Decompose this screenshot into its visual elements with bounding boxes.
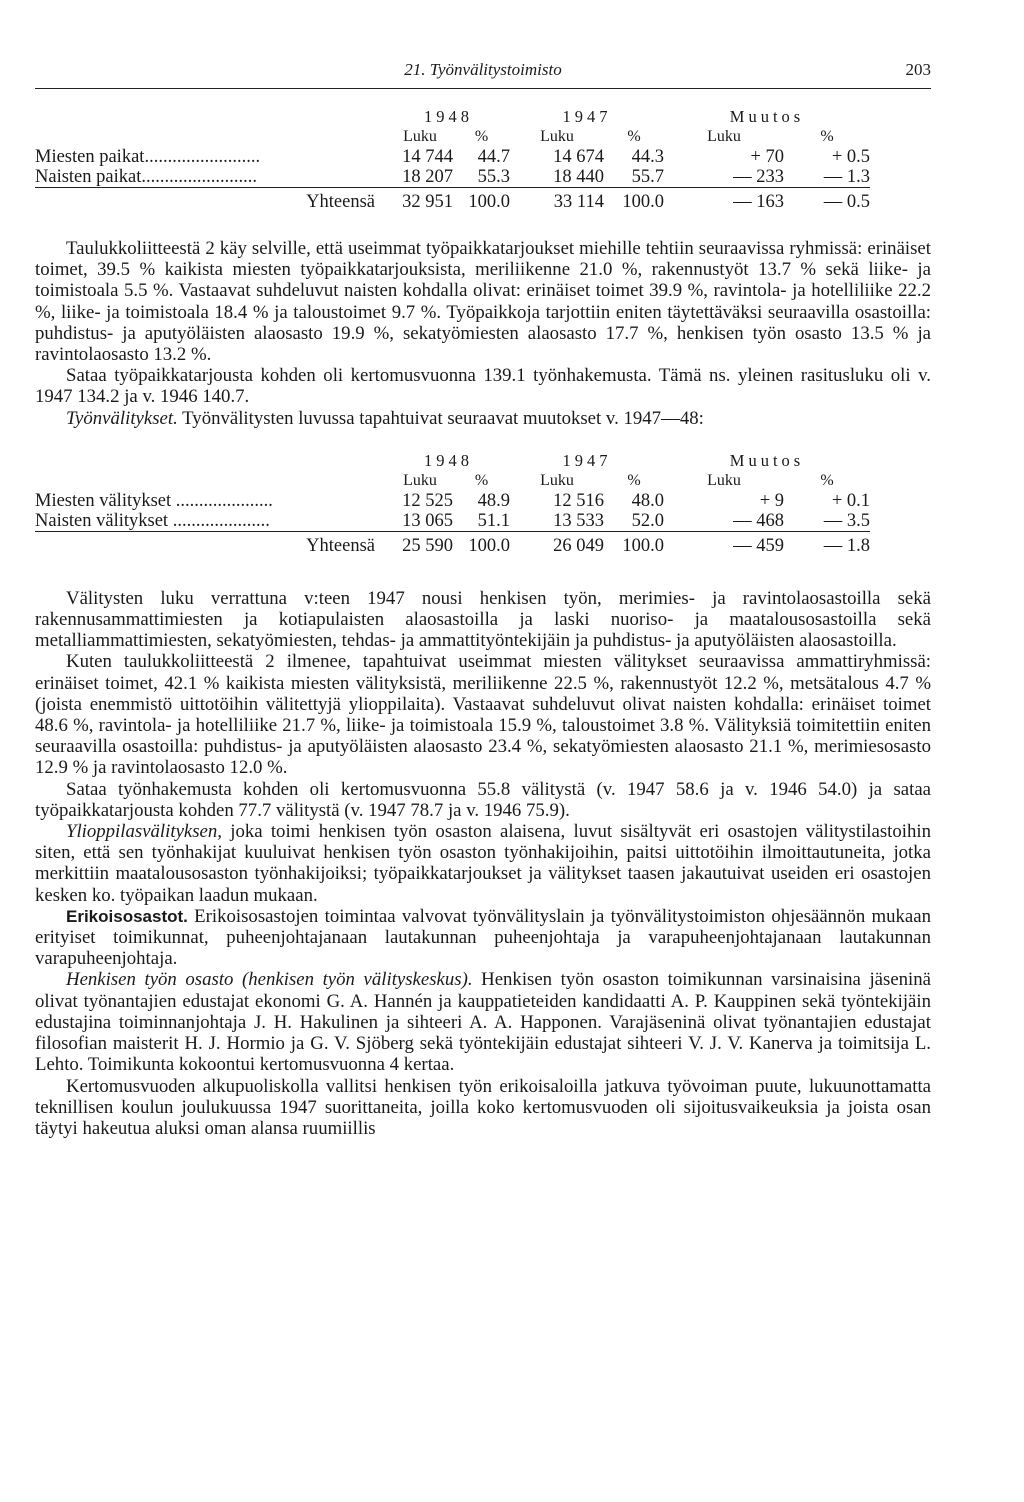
table-cell: 44.3	[631, 147, 664, 167]
table-cell: 18 207	[402, 167, 453, 187]
paragraph	[35, 969, 931, 1075]
row-label: Miesten välitykset .....................	[35, 490, 273, 511]
table-cell: — 459	[664, 531, 784, 556]
table-cell: 100.0	[604, 188, 664, 213]
column-header: Luku	[540, 471, 574, 489]
table-row	[35, 167, 870, 188]
change-header: Muutos	[729, 107, 805, 126]
paragraph-text: Henkisen työn osaston toimikunnan varsinaisina jäseninä olivat työnantajien edustajat ekonomi G. A. Hannén ja kauppatieteiden kandidaatti A. P. Kauppinen sekä työntekijäin edustajina toiminnanjohtaja J. H. Hakulinen ja sihteeri A. A. Happonen. Varajäseninä olivat työnantajien edustajat filosofian maisterit H. J. Hormio ja G. V. Sjöberg sekä työntekijäin edustajat sihteeri V. J. V. Kanerva ja toimitsija L. Lehto. Toimikunta kokoontui kertomusvuonna 4 kertaa.	[35, 969, 931, 1076]
table-cell: + 0.1	[831, 490, 870, 511]
change-header: Muutos	[729, 450, 805, 470]
table-cell: — 3.5	[823, 510, 870, 531]
year-header: 1947	[562, 107, 612, 126]
column-header: %	[474, 471, 489, 489]
table-subheader-row	[35, 127, 870, 147]
paragraph: Kuten taulukkoliitteestä 2 ilmenee, tapahtuivat useimmat miesten välitykset seuraavissa ammattiryhmissä: erinäiset toimet, 42.1 % kaikista miesten välityksistä, meriliikenne 22.5 %, rakennustyöt 12.2 %, metsätalous 4.7 % (joista enemmistö uittotöihin välitettyjä ylioppilaita). Vastaavat suhdeluvut olivat naisten kohdalla: erinäiset toimet 48.6 %, ravintola- ja hotelliliike 21.7 %, liike- ja toimistoala 15.9 %, taloustoimet 3.8 %. Välityksiä toimitettiin eniten seuraavilla osastoilla: puhdistus- ja aputyöläisten alaosasto 23.4 %, sekatyömiesten alaosasto 21.1 %, merimiesosasto 12.9 % ja ravintolaosasto 12.0 %.	[35, 651, 931, 779]
table-row	[35, 491, 870, 511]
table-cell: 25 590	[387, 531, 453, 556]
table-cell: + 9	[759, 490, 784, 511]
column-header: Luku	[403, 471, 437, 489]
table-row	[35, 511, 870, 532]
table-cell: 55.3	[477, 167, 510, 187]
row-label: Naisten välitykset .....................	[35, 510, 270, 531]
table-cell: 55.7	[631, 167, 664, 187]
vacancies-table	[35, 107, 870, 212]
table-cell: 18 440	[553, 167, 604, 187]
column-header: %	[820, 128, 834, 145]
paragraph: Sataa työpaikkatarjousta kohden oli kertomusvuonna 139.1 työnhakemusta. Tämä ns. yleinen rasitusluku oli v. 1947 134.2 ja v. 1946 140.7.	[35, 365, 931, 408]
paragraph: Sataa työnhakemusta kohden oli kertomusvuonna 55.8 välitystä (v. 1947 58.6 ja v. 1946 54.0) ja sataa työpaikkatarjousta kohden 77.7 välitystä (v. 1947 78.7 ja v. 1946 75.9).	[35, 778, 931, 821]
table-cell: — 233	[733, 167, 784, 187]
running-header	[35, 58, 931, 89]
table-cell: 26 049	[510, 531, 604, 556]
paragraph: Kertomusvuoden alkupuoliskolla vallitsi henkisen työn erikoisaloilla jatkuva työvoiman puute, lukuunottamatta teknillisen koulun joulukuussa 1947 suorittaneita, joilla koko kertomusvuoden oli sijoitusvaikeuksia ja joista osan täytyi hakeutua aluksi oman alansa ruumiillis	[35, 1075, 931, 1139]
table-cell: 52.0	[631, 510, 664, 531]
year-header: 1948	[424, 107, 473, 126]
body-text-section-1	[35, 238, 931, 429]
paragraph	[35, 821, 931, 906]
column-header: Luku	[707, 471, 741, 489]
table-cell: 44.7	[477, 147, 510, 167]
table-cell: 14 744	[402, 147, 453, 167]
paragraph-text: Erikoisosastojen toimintaa valvovat työnvälityslain ja työnvälitystoimiston ohjesäännön mukaan erityiset toimikunnat, puheenjohtajanaan lautakunnan puheenjohtaja ja varapuheenjohtajanaan lautakunnan varapuheenjohtaja.	[35, 905, 931, 970]
row-label: Miesten paikat.........................	[35, 147, 261, 167]
paragraph-lead: Työnvälitykset.	[66, 407, 178, 429]
table-cell: — 0.5	[784, 188, 870, 213]
paragraph: Taulukkoliitteestä 2 käy selville, että useimmat työpaikkatarjoukset miehille tehtiin seuraavissa ryhmissä: erinäiset toimet, 39.5 % kaikista miesten työpaikkatarjouksista, meriliikenne 21.0 %, rakennustyöt 13.7 % sekä liike- ja toimistoala 5.5 %. Vastaavat suhdeluvut naisten kohdalla olivat: erinäiset toimet 39.9 %, ravintola- ja hotelliliike 22.2 %, liike- ja toimistoala 18.4 % ja taloustoimet 9.7 %. Työpaikkoja tarjottiin eniten täytettäväksi seuraavilla osastoilla: puhdistus- ja aputyöläisten alaosasto 19.9 %, sekatyömiesten alaosasto 17.7 %, henkisen työn osasto 13.5 % ja ravintolaosasto 13.2 %.	[35, 238, 931, 366]
table-cell: 12 516	[553, 490, 604, 511]
table-cell: — 468	[733, 510, 784, 531]
paragraph-text: joka toimi henkisen työn osaston alaisena, luvut sisältyvät eri osastojen välitystilastoihin siten, että sen työnhakijat kuuluivat henkisen työn osaston työnhakijoihin, paitsi uittotöihin ilmoittautuneita, jotka merkittiin maatalousosaston työnhakijoiksi; työpaikkatarjoukset ja välitykset taasen jakautuivat useiden eri osastojen kesken ko. työpaikan laadun mukaan.	[35, 821, 931, 906]
table-cell: — 1.3	[823, 167, 870, 187]
table-cell: + 0.5	[831, 147, 870, 167]
table-cell: 12 525	[402, 490, 453, 511]
table-year-row	[35, 451, 870, 471]
section-heading: Erikoisosastot.	[66, 906, 188, 926]
table-cell: 13 533	[553, 510, 604, 531]
placements-table	[35, 451, 870, 556]
table-total-row	[35, 188, 870, 213]
page-number: 203	[905, 60, 931, 79]
paragraph-text: Työnvälitysten luvussa tapahtuivat seuraavat muutokset v. 1947—48:	[177, 407, 704, 429]
paragraph-lead: Ylioppilasvälityksen,	[66, 821, 222, 843]
column-header: %	[474, 128, 489, 145]
body-text-section-2	[35, 588, 931, 1139]
table-cell: 51.1	[477, 510, 510, 531]
document-page	[35, 58, 931, 1139]
column-header: Luku	[403, 128, 437, 145]
table-subheader-row	[35, 471, 870, 491]
table-cell: 13 065	[402, 510, 453, 531]
paragraph	[35, 408, 931, 429]
table-cell: 32 951	[387, 188, 453, 213]
table-cell: — 1.8	[784, 531, 870, 556]
year-header: 1948	[424, 450, 473, 470]
column-header: %	[627, 128, 641, 145]
table-cell: — 163	[664, 188, 784, 213]
table-cell: 33 114	[510, 188, 604, 213]
paragraph: Välitysten luku verrattuna v:teen 1947 nousi henkisen työn, merimies- ja ravintolaosastoilla sekä rakennusammattimiesten ja kotiapulaisten alaosastoilla ja laski nuoriso- ja maatalousosastoilla sekä metalliammattimiesten, sekatyömiesten, tehdas- ja ammattityöntekijäin ja puhdistus- ja aputyöläisten alaosastoilla.	[35, 587, 931, 652]
table-year-row	[35, 107, 870, 127]
table-row	[35, 147, 870, 167]
table-cell: 100.0	[453, 188, 510, 213]
table-cell: 100.0	[604, 531, 664, 556]
paragraph	[35, 906, 931, 970]
table-total-row	[35, 531, 870, 556]
table-cell: + 70	[750, 147, 784, 167]
column-header: %	[820, 471, 834, 489]
table-cell: 100.0	[453, 531, 510, 556]
chapter-title: 21. Työnvälitystoimisto	[404, 60, 562, 79]
row-label: Naisten paikat.........................	[35, 167, 257, 187]
total-label: Yhteensä	[35, 188, 387, 213]
column-header: Luku	[707, 128, 741, 145]
total-label: Yhteensä	[35, 531, 387, 556]
table-cell: 48.9	[477, 490, 510, 511]
table-cell: 48.0	[631, 490, 664, 511]
table-cell: 14 674	[553, 147, 604, 167]
year-header: 1947	[562, 450, 612, 470]
column-header: %	[627, 471, 641, 489]
paragraph-lead: Henkisen työn osasto (henkisen työn välityskeskus).	[66, 969, 473, 991]
column-header: Luku	[540, 128, 574, 145]
